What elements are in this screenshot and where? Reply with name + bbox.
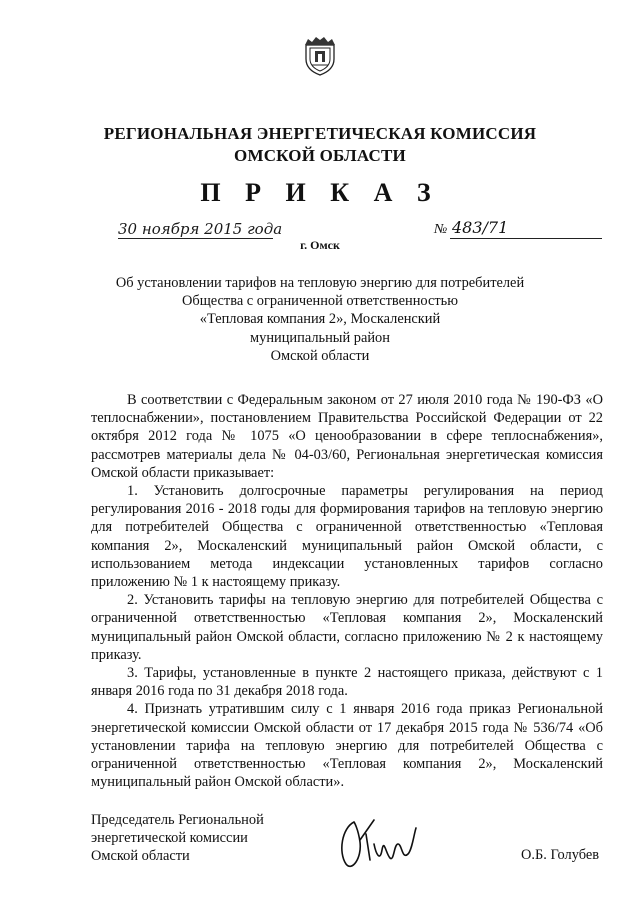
- clause-paragraph: 3. Тарифы, установленные в пункте 2 настоящего приказа, действуют с 1 января 2016 года по 31 декабря 2018 года.: [91, 665, 603, 700]
- order-subject: [100, 274, 540, 365]
- handwritten-order-number: 483/71: [452, 218, 509, 237]
- signatory-title: [91, 811, 264, 866]
- signatory-title-line: Омской области: [91, 848, 190, 865]
- subject-line: «Тепловая компания 2», Москаленский: [199, 311, 441, 328]
- document-type-title: П Р И К А З: [200, 178, 440, 207]
- clause-paragraph: 2. Установить тарифы на тепловую энергию для потребителей Общества с ограниченной ответственностью «Тепловая компания 2», Москаленский муниципальный район Омской области, согласно приложению № 2 к настоящему приказу.: [91, 592, 603, 663]
- handwritten-signature: [336, 814, 418, 872]
- preamble-paragraph: В соответствии с Федеральным законом от 27 июля 2010 года № 190-ФЗ «О теплоснабжении», постановлением Правительства Российской Федерации от 22 октября 2012 года № 1075 «О ценообразовании в сфере теплоснабжения», рассмотрев материалы дела № 04-03/60, Региональная энергетическая комиссия Омской области приказывает:: [91, 392, 603, 481]
- signer-name: О.Б. Голубев: [521, 847, 600, 863]
- clause-paragraph: 1. Установить долгосрочные параметры регулирования на период регулирования 2016 - 2018 годы для формирования тарифов на тепловую энергию для потребителей Общества с ограниченной ответственностью «Тепловая компания 2», Москаленский муниципальный район Омской области, с использованием метода индексации установленных тарифов согласно приложению № 1 к настоящему приказу.: [91, 483, 603, 591]
- signatory-title-line: Председатель Региональной: [91, 812, 264, 828]
- subject-line: Об установлении тарифов на тепловую энергию для потребителей: [115, 275, 525, 291]
- omsk-coat-of-arms-icon: [303, 36, 337, 76]
- subject-line: Омской области: [270, 347, 370, 364]
- city-label: г. Омск: [300, 238, 340, 252]
- signatory-title-line: энергетической комиссии: [91, 830, 248, 847]
- order-body: [91, 391, 603, 791]
- clause-paragraph: 4. Признать утратившим силу с 1 января 2016 года приказ Региональной энергетической комиссии Омской области от 17 декабря 2015 года № 536/74 «Об установлении тарифа на тепловую энергию для потребителей Общества с ограниченной ответственностью «Тепловая компания 2», Москаленский муниципальный район Омской области».: [91, 701, 603, 791]
- number-prefix: №: [434, 222, 448, 237]
- org-name-line1: РЕГИОНАЛЬНАЯ ЭНЕРГЕТИЧЕСКАЯ КОМИССИЯ: [103, 124, 537, 143]
- subject-line: Общества с ограниченной ответственностью: [182, 293, 458, 310]
- handwritten-date: 30 ноября 2015 года: [118, 220, 283, 238]
- org-name-line2: ОМСКОЙ ОБЛАСТИ: [234, 146, 406, 165]
- subject-line: муниципальный район: [250, 329, 390, 346]
